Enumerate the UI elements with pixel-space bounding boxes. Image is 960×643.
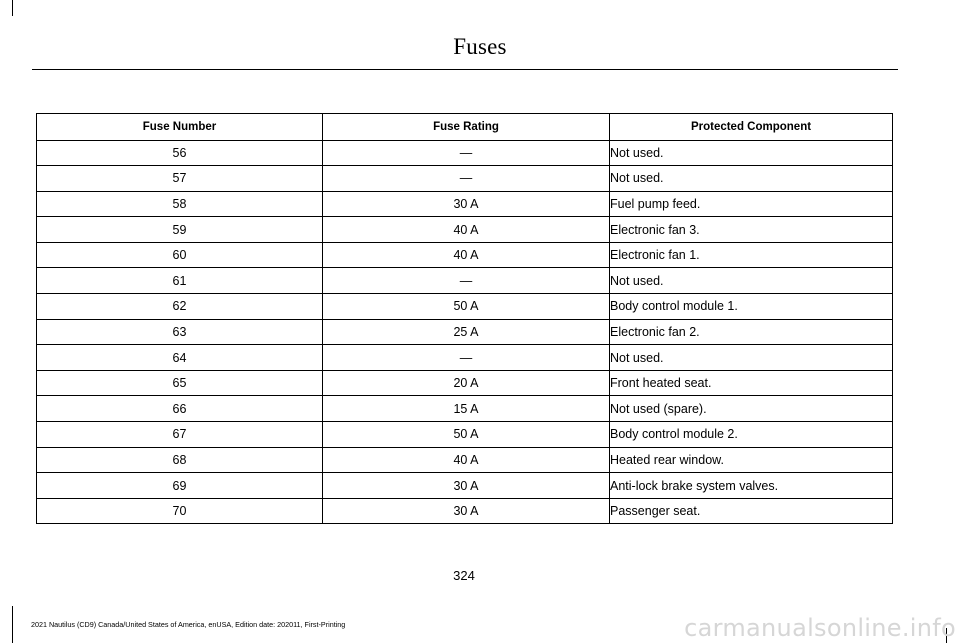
table-row [37,422,893,448]
cell-fuse-rating: 30 A [323,191,610,217]
cell-fuse-number: 65 [37,370,323,396]
page-number: 324 [453,568,475,583]
cell-fuse-number: 56 [37,140,323,166]
header-fuse-rating: Fuse Rating [323,114,610,141]
table-row [37,498,893,524]
cell-fuse-number: 66 [37,396,323,422]
table-row [37,396,893,422]
watermark: carmanualsonline.info [684,614,956,642]
cell-fuse-number: 61 [37,268,323,294]
cell-protected-component: Not used (spare). [610,396,893,422]
cell-fuse-rating: — [323,268,610,294]
cell-protected-component: Body control module 1. [610,294,893,320]
cell-fuse-number: 69 [37,473,323,499]
fuse-table-body [37,140,893,524]
cell-fuse-number: 58 [37,191,323,217]
table-row [37,294,893,320]
cell-fuse-rating: 40 A [323,242,610,268]
title-divider [32,69,898,70]
cell-protected-component: Not used. [610,140,893,166]
table-row [37,217,893,243]
table-row [37,191,893,217]
cell-fuse-number: 64 [37,345,323,371]
cell-fuse-number: 68 [37,447,323,473]
cell-protected-component: Not used. [610,166,893,192]
cell-fuse-rating: 30 A [323,498,610,524]
crop-mark-top-left-vertical [12,0,13,16]
fuse-table [36,113,893,524]
table-row [37,319,893,345]
cell-fuse-number: 62 [37,294,323,320]
cell-protected-component: Not used. [610,268,893,294]
cell-fuse-number: 60 [37,242,323,268]
table-row [37,473,893,499]
cell-fuse-rating: — [323,345,610,371]
cell-fuse-rating: — [323,140,610,166]
cell-fuse-rating: 40 A [323,217,610,243]
cell-fuse-rating: 15 A [323,396,610,422]
cell-fuse-number: 70 [37,498,323,524]
cell-fuse-rating: 30 A [323,473,610,499]
cell-protected-component: Electronic fan 3. [610,217,893,243]
table-header-row [37,114,893,141]
header-fuse-number: Fuse Number [37,114,323,141]
cell-protected-component: Body control module 2. [610,422,893,448]
cell-fuse-rating: 25 A [323,319,610,345]
cell-protected-component: Anti-lock brake system valves. [610,473,893,499]
table-row [37,370,893,396]
cell-fuse-number: 67 [37,422,323,448]
cell-fuse-number: 59 [37,217,323,243]
table-row [37,242,893,268]
cell-protected-component: Passenger seat. [610,498,893,524]
table-row [37,447,893,473]
table-row [37,140,893,166]
cell-fuse-rating: 50 A [323,422,610,448]
page-title: Fuses [453,34,507,59]
cell-fuse-rating: 40 A [323,447,610,473]
cell-protected-component: Electronic fan 2. [610,319,893,345]
table-row [37,268,893,294]
cell-protected-component: Electronic fan 1. [610,242,893,268]
cell-protected-component: Not used. [610,345,893,371]
cell-fuse-number: 63 [37,319,323,345]
cell-protected-component: Heated rear window. [610,447,893,473]
header-protected-component: Protected Component [610,114,893,141]
cell-fuse-rating: 50 A [323,294,610,320]
cell-fuse-number: 57 [37,166,323,192]
cell-fuse-rating: 20 A [323,370,610,396]
cell-fuse-rating: — [323,166,610,192]
crop-mark-bottom-left-vertical [12,606,13,643]
table-row [37,345,893,371]
cell-protected-component: Fuel pump feed. [610,191,893,217]
footer-edition-text: 2021 Nautilus (CD9) Canada/United States of America, enUSA, Edition date: 202011, First-Printing [31,620,346,629]
cell-protected-component: Front heated seat. [610,370,893,396]
table-row [37,166,893,192]
